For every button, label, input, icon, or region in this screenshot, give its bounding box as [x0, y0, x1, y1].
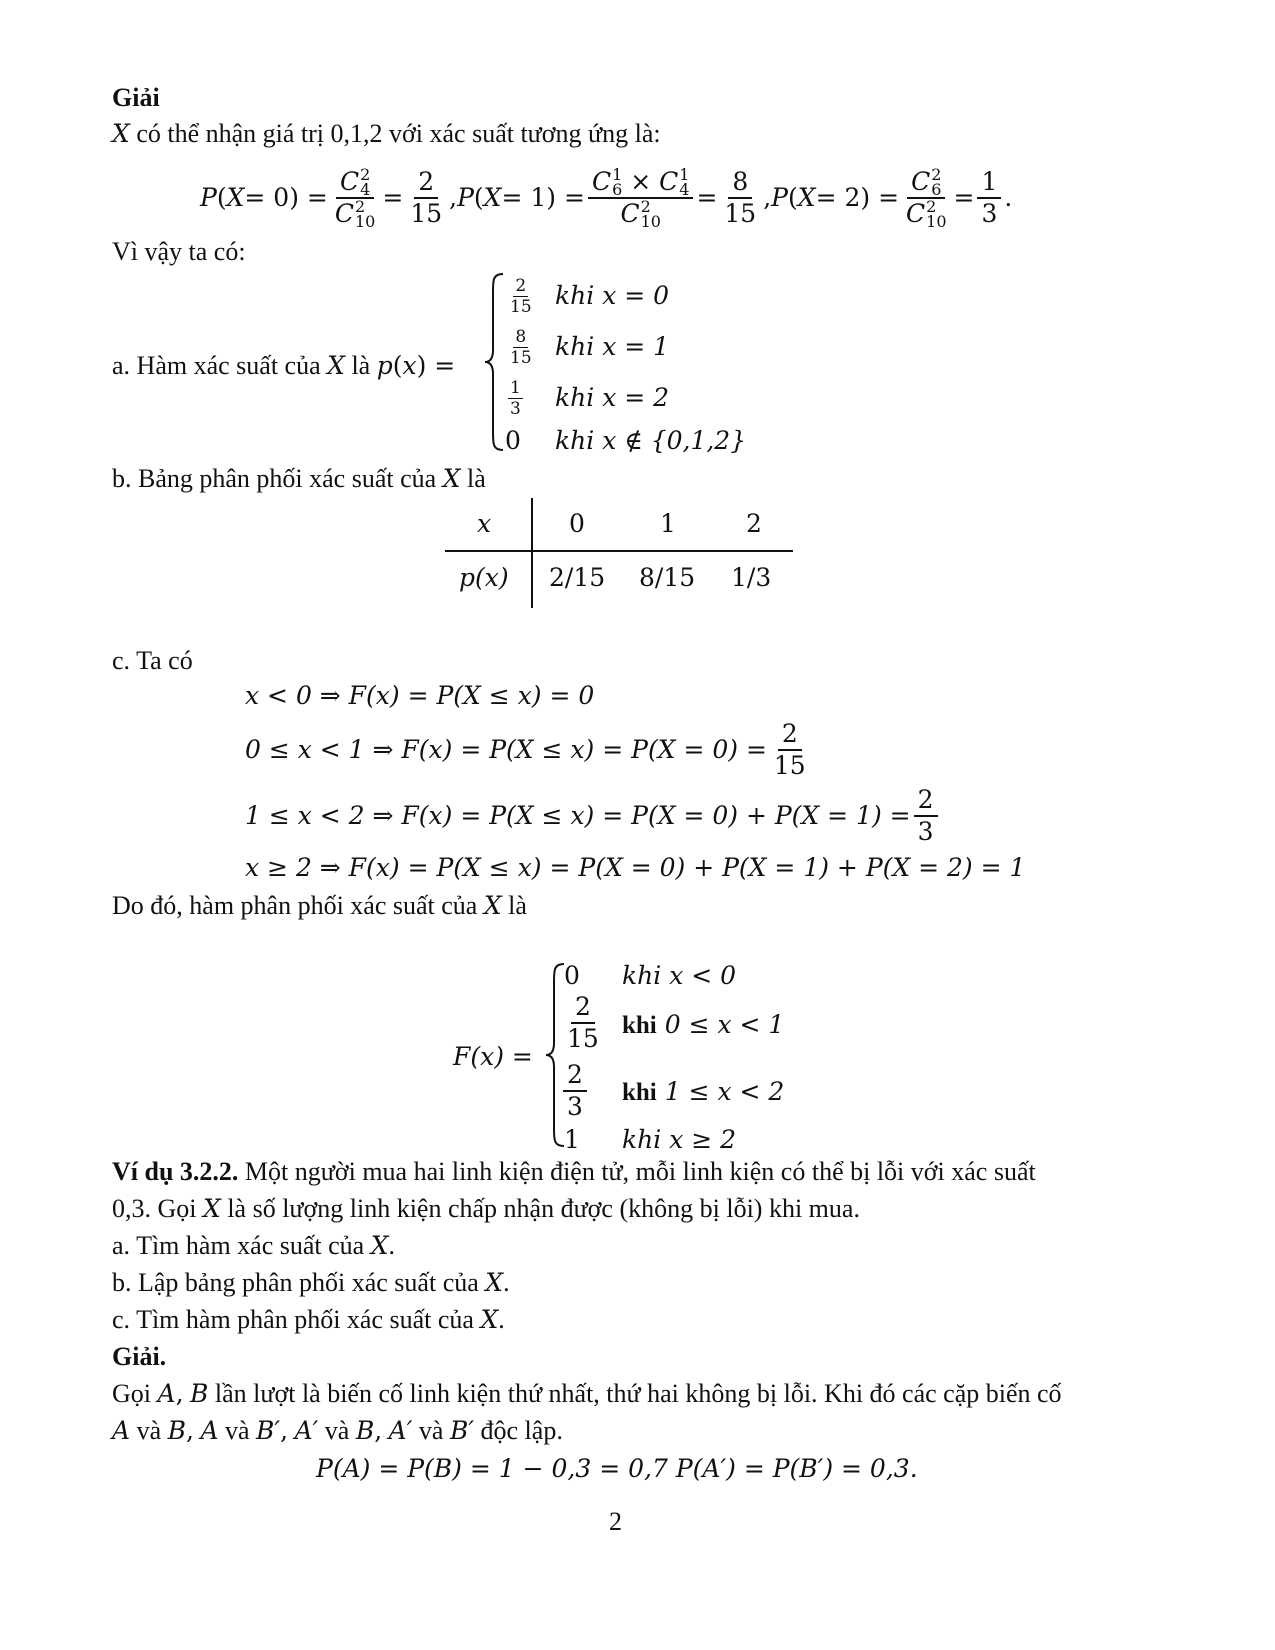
example-line-2b: là số lượng linh kiện chấp nhận được (không bị lỗi) khi mua.	[227, 1194, 860, 1223]
cdf-case-0-cond: khi x < 0	[622, 961, 737, 990]
pmf-case-2: $\frac{1}{3}$	[510, 377, 521, 419]
thus-line: Vì vậy ta có:	[112, 237, 246, 266]
table-p-label: p(x)	[459, 563, 509, 592]
example-line-2: 0,3. Gọi X là số lượng linh kiện chấp nhận được (không bị lỗi) khi mua.	[112, 1194, 860, 1223]
pmf-cond-2: khi x = 2	[555, 383, 670, 412]
cdf-case-1-num: 2	[571, 992, 595, 1024]
example-question-a: a. Tìm hàm xác suất của X.	[112, 1231, 396, 1260]
sol2-line1-a: Gọi	[112, 1379, 151, 1408]
pmf-case-1: $\frac{8}{15}$	[510, 326, 532, 368]
therefore-end: là	[508, 891, 527, 920]
cdf-case-1-value	[560, 990, 606, 1056]
cdf-case-2-value	[560, 1058, 590, 1124]
pmf-cond-1: khi x = 1	[555, 332, 670, 361]
pmf-case-3: 0	[505, 426, 521, 455]
cdf-step-1: x < 0 ⇒ F(x) = P(X ≤ x) = 0	[245, 681, 595, 710]
cdf-step-3-num: 2	[914, 785, 938, 817]
pmf-case-0: $\frac{2}{15}$	[510, 275, 532, 317]
table-vertical-rule	[531, 498, 533, 608]
cdf-case-2-den: 3	[567, 1092, 583, 1121]
part-a-mid: là	[351, 351, 371, 380]
example-qc-text: c. Tìm hàm phân phối xác suất của	[112, 1305, 474, 1334]
intro-line: X có thể nhận giá trị 0,1,2 với xác suất tương ứng là:	[112, 119, 661, 148]
probability-equation: P ( X = 0) = C 2 4 C 2 10 = $\frac{2}{15}$ , P ( X = 1) = C 1 6 × C 1 4 C 2 10 = $\frac{8}{15}$ , P ( X = 2) = C 2 6 C 2 10 = $\frac{1}{3}$ .	[200, 165, 1013, 231]
table-x-label: x	[477, 509, 492, 538]
example-question-c: c. Tìm hàm phân phối xác suất của X.	[112, 1305, 505, 1334]
cdf-case-2-num: 2	[563, 1060, 587, 1092]
cdf-step-3	[245, 784, 941, 848]
p2-num: 1	[977, 167, 1001, 199]
table-horizontal-rule	[445, 550, 793, 552]
cdf-step-2-text: 0 ≤ x < 1 ⇒ F(x) = P(X ≤ x) = P(X = 0) =	[245, 735, 767, 764]
table-x-2: 2	[746, 509, 762, 538]
cdf-case-1-range: 0 ≤ x < 1	[664, 1010, 785, 1039]
sol2-line2-text: độc lập.	[480, 1416, 563, 1445]
pmf-cond-3: khi x ∉ {0,1,2}	[555, 426, 747, 455]
cdf-case-2-cond	[622, 1076, 784, 1109]
part-a-line: a. Hàm xác suất của X là p(x) =	[112, 351, 456, 380]
cdf-case-1-khi: khi	[622, 1012, 657, 1039]
solution-heading: Giải	[112, 83, 160, 112]
cdf-case-2-khi: khi	[622, 1079, 657, 1106]
solution2-equation: P(A) = P(B) = 1 − 0,3 = 0,7 P(A′) = P(B′) = 0,3.	[316, 1454, 918, 1483]
solution2-heading: Giải.	[112, 1342, 167, 1371]
example-question-b: b. Lập bảng phân phối xác suất của X.	[112, 1268, 510, 1297]
cdf-step-2-den: 15	[773, 751, 806, 780]
p1-den: 15	[724, 199, 757, 228]
cdf-case-1-den: 15	[567, 1024, 599, 1053]
table-p-2: 1/3	[731, 563, 772, 592]
example-line-1	[112, 1156, 1036, 1188]
therefore-text: Do đó, hàm phân phối xác suất của	[112, 891, 478, 920]
page-number: 2	[609, 1507, 622, 1536]
therefore-line: Do đó, hàm phân phối xác suất của X là	[112, 891, 527, 920]
cdf-step-2-num: 2	[778, 719, 802, 751]
solution2-line-2: A và B, A và B′, A′ và B, A′ và B′ độc lập.	[112, 1416, 563, 1445]
cdf-case-1-cond	[622, 1009, 784, 1042]
example-line-2a: 0,3. Gọi	[112, 1194, 197, 1223]
example-label: Ví dụ 3.2.2.	[112, 1157, 239, 1186]
table-x-0: 0	[569, 509, 585, 538]
part-b-end: là	[467, 464, 486, 493]
cdf-step-3-text: 1 ≤ x < 2 ⇒ F(x) = P(X ≤ x) = P(X = 0) + P(X = 1) =	[245, 801, 911, 830]
part-c-line: c. Ta có	[112, 646, 193, 675]
p0-num: 2	[414, 167, 438, 199]
table-p-0: 2/15	[549, 563, 606, 592]
part-b-line: b. Bảng phân phối xác suất của X là	[112, 464, 486, 493]
solution2-line-1: Gọi A, B lần lượt là biến cố linh kiện thứ nhất, thứ hai không bị lỗi. Khi đó các cặp biến cố	[112, 1379, 1062, 1408]
cdf-case-3-cond: khi x ≥ 2	[622, 1125, 737, 1154]
cdf-case-3-value: 1	[564, 1125, 580, 1154]
example-qb-text: b. Lập bảng phân phối xác suất của	[112, 1268, 479, 1297]
part-b-text: b. Bảng phân phối xác suất của	[112, 464, 437, 493]
part-a-prefix: a. Hàm xác suất của	[112, 351, 321, 380]
distribution-table	[445, 498, 793, 608]
pmf-cond-0: khi x = 0	[555, 281, 670, 310]
p1-num: 8	[728, 167, 752, 199]
table-p-1: 8/15	[639, 563, 696, 592]
p0-den: 15	[410, 199, 443, 228]
cdf-step-3-den: 3	[917, 817, 934, 846]
intro-text: có thể nhận giá trị 0,1,2 với xác suất tương ứng là:	[136, 119, 661, 148]
cdf-step-4: x ≥ 2 ⇒ F(x) = P(X ≤ x) = P(X = 0) + P(X = 1) + P(X = 2) = 1	[245, 853, 1026, 882]
table-x-1: 1	[660, 509, 676, 538]
pmf-brace	[483, 272, 505, 452]
cdf-case-0-value: 0	[564, 961, 580, 990]
cdf-case-2-range: 1 ≤ x < 2	[664, 1077, 785, 1106]
cdf-label: F(x) =	[453, 1042, 533, 1071]
sol2-line1-b: lần lượt là biến cố linh kiện thứ nhất, thứ hai không bị lỗi. Khi đó các cặp biến cố	[214, 1379, 1062, 1408]
example-line-1-text: Một người mua hai linh kiện điện tử, mỗi linh kiện có thể bị lỗi với xác suất	[244, 1157, 1036, 1186]
example-qa-text: a. Tìm hàm xác suất của	[112, 1231, 365, 1260]
cdf-step-2	[245, 718, 813, 782]
